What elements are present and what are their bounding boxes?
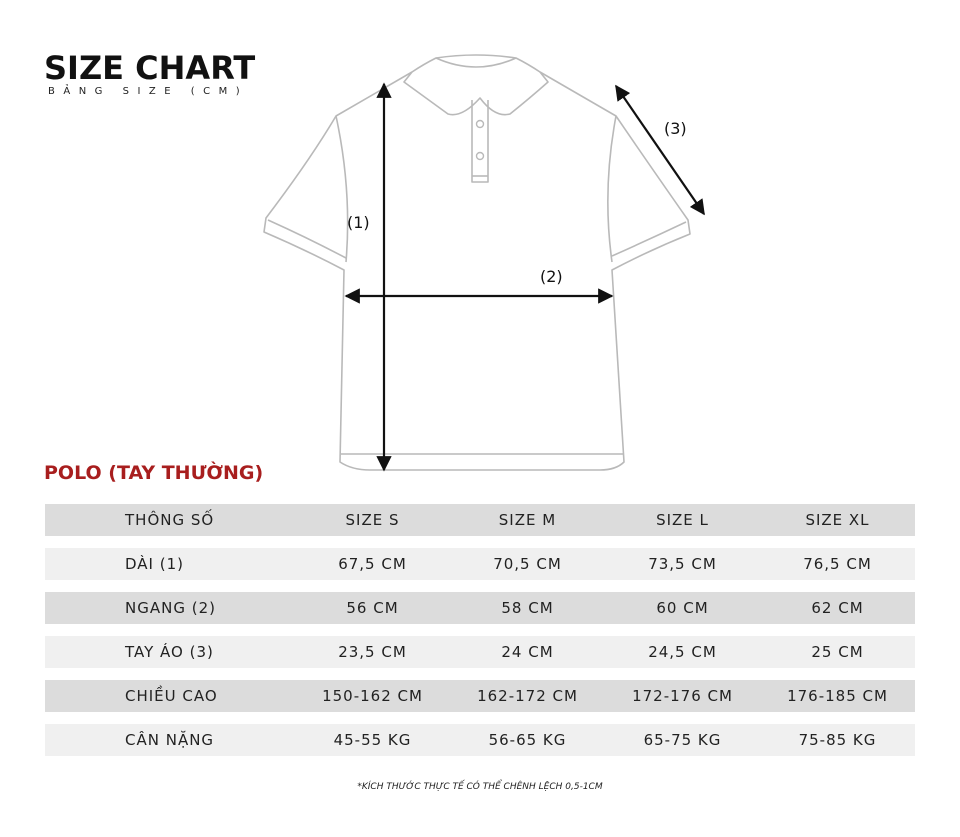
button-top [477, 121, 484, 128]
table-row [45, 724, 915, 756]
table-row [45, 680, 915, 712]
row-label: TAY ÁO (3) [45, 636, 295, 668]
table-cell: 150-162 CM [295, 680, 450, 712]
table-cell: 24 CM [450, 636, 605, 668]
column-header: SIZE L [605, 504, 760, 536]
size-table [45, 492, 915, 768]
row-label: NGANG (2) [45, 592, 295, 624]
table-cell: 60 CM [605, 592, 760, 624]
collar [404, 55, 548, 115]
table-cell: 172-176 CM [605, 680, 760, 712]
button-bottom [477, 153, 484, 160]
row-label: CHIỀU CAO [45, 680, 295, 712]
row-label: CÂN NẶNG [45, 724, 295, 756]
table-cell: 56-65 KG [450, 724, 605, 756]
column-header: SIZE M [450, 504, 605, 536]
row-label: DÀI (1) [45, 548, 295, 580]
table-cell: 176-185 CM [760, 680, 915, 712]
table-cell: 56 CM [295, 592, 450, 624]
table-cell: 25 CM [760, 636, 915, 668]
column-header: SIZE S [295, 504, 450, 536]
table-row [45, 636, 915, 668]
table-cell: 23,5 CM [295, 636, 450, 668]
product-title: POLO (TAY THƯỜNG) [44, 462, 264, 484]
table-cell: 67,5 CM [295, 548, 450, 580]
page-title: SIZE CHART [44, 49, 256, 87]
table-cell: 65-75 KG [605, 724, 760, 756]
table-cell: 58 CM [450, 592, 605, 624]
table-cell: 162-172 CM [450, 680, 605, 712]
shirt-outline [264, 72, 690, 470]
length-label: (1) [347, 213, 370, 232]
sleeve-label: (3) [664, 119, 687, 138]
column-header: THÔNG SỐ [45, 504, 295, 536]
width-label: (2) [540, 267, 563, 286]
placket [472, 100, 488, 182]
table-cell: 45-55 KG [295, 724, 450, 756]
column-header: SIZE XL [760, 504, 915, 536]
table-cell: 75-85 KG [760, 724, 915, 756]
table-row [45, 548, 915, 580]
table-cell: 73,5 CM [605, 548, 760, 580]
table-cell: 70,5 CM [450, 548, 605, 580]
table-cell: 76,5 CM [760, 548, 915, 580]
footnote: *KÍCH THƯỚC THỰC TẾ CÓ THỂ CHÊNH LỆCH 0,5-1CM [357, 782, 603, 792]
table-row [45, 592, 915, 624]
table-header-row [45, 504, 915, 536]
page-subtitle: BẢNG SIZE (CM) [48, 86, 249, 97]
sleeve-arrow [616, 86, 704, 214]
table-cell: 62 CM [760, 592, 915, 624]
table-cell: 24,5 CM [605, 636, 760, 668]
